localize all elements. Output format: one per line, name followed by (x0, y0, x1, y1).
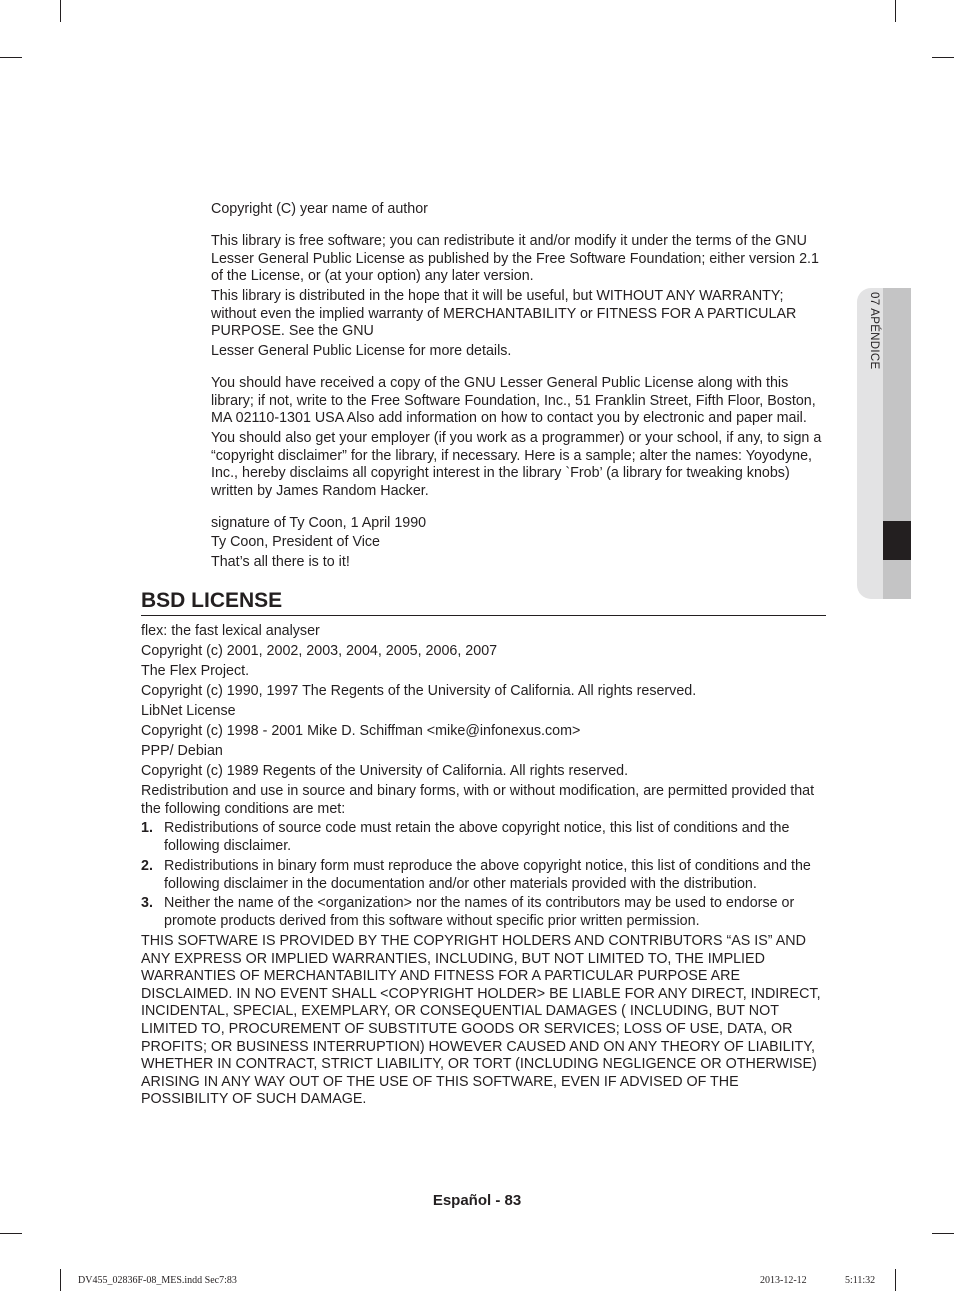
copyright-line: Copyright (C) year name of author (211, 201, 428, 217)
license-line: Copyright (c) 1990, 1997 The Regents of the University of California. All rights reserved. (141, 683, 697, 699)
paragraph: You should have received a copy of the GNU Lesser General Public License along with this library; if not, write to the Free Software Foundation, Inc., 51 Franklin Street, Fifth Floor, Boston, MA 02110-1301 USA Also add information on how to contact you by electronic and paper mail. (211, 375, 816, 427)
slug-time: 5:11:32 (845, 1275, 876, 1286)
disclaimer-paragraph: THIS SOFTWARE IS PROVIDED BY THE COPYRIGHT HOLDERS AND CONTRIBUTORS “AS IS” AND ANY EXPRESS OR IMPLIED WARRANTIES, INCLUDING, BUT NOT LIMITED TO, THE IMPLIED WARRANTIES OF MERCHANTABILITY AND FITNESS FOR A PARTICULAR PURPOSE ARE DISCLAIMED. IN NO EVENT SHALL <COPYRIGHT HOLDER> BE LIABLE FOR ANY DIRECT, INDIRECT, INCIDENTAL, SPECIAL, EXEMPLARY, OR CONSEQUENTIAL DAMAGES ( INCLUDING, BUT NOT LIMITED TO, PROCUREMENT OF SUBSTITUTE GOODS OR SERVICES; LOSS OF USE, DATA, OR PROFITS; OR BUSINESS INTERRUPTION) HOWEVER CAUSED AND ON ANY THEORY OF LIABILITY, WHETHER IN CONTRACT, STRICT LIABILITY, OR TORT (INCLUDING NEGLIGENCE OR OTHERWISE) ARISING IN ANY WAY OUT OF THE USE OF THIS SOFTWARE, EVEN IF ADVISED OF THE POSSIBILITY OF SUCH DAMAGE. (141, 933, 821, 1108)
condition-number: 1. (141, 820, 153, 836)
condition-number: 2. (141, 858, 153, 874)
crop-mark (0, 1233, 22, 1234)
license-line: The Flex Project. (141, 663, 250, 679)
license-line: flex: the fast lexical analyser (141, 623, 320, 639)
crop-mark (895, 0, 896, 22)
condition-text: Neither the name of the <organization> nor the names of its contributors may be used to endorse or promote products derived from this software without specific prior written permission. (164, 895, 795, 929)
signature-line: Ty Coon, President of Vice (211, 534, 381, 550)
condition-number: 3. (141, 895, 153, 911)
crop-mark (895, 1269, 896, 1291)
signature-line: That’s all there is to it! (211, 554, 350, 570)
paragraph: This library is distributed in the hope that it will be useful, but WITHOUT ANY WARRANTY; without even the implied warranty of MERCHANTABILITY or FITNESS FOR A PARTICULAR PURPOSE. See the GNU (211, 288, 797, 340)
redistribution-paragraph: Redistribution and use in source and binary forms, with or without modification, are permitted provided that the following conditions are met: (141, 783, 815, 817)
license-line: PPP/ Debian (141, 743, 223, 759)
condition-text: Redistributions in binary form must reproduce the above copyright notice, this list of conditions and the following disclaimer in the documentation and/or other materials provided with the distribution. (164, 858, 811, 892)
chapter-side-tab-band (883, 288, 911, 521)
page-number: Español - 83 (432, 1192, 522, 1209)
crop-mark (60, 1269, 61, 1291)
slug-date: 2013-12-12 (760, 1275, 807, 1286)
chapter-side-label: 07 APÉNDICE (868, 292, 880, 370)
paragraph: Lesser General Public License for more details. (211, 343, 512, 359)
crop-mark (60, 0, 61, 22)
chapter-side-tab-band (883, 560, 911, 599)
chapter-side-tab-marker (883, 521, 911, 560)
signature-line: signature of Ty Coon, 1 April 1990 (211, 515, 427, 531)
crop-mark (932, 1233, 954, 1234)
license-line: Copyright (c) 1998 - 2001 Mike D. Schiffman <mike@infonexus.com> (141, 723, 581, 739)
crop-mark (932, 57, 954, 58)
slug-filename: DV455_02836F-08_MES.indd Sec7:83 (78, 1275, 237, 1286)
paragraph: You should also get your employer (if you work as a programmer) or your school, if any, to sign a “copyright disclaimer” for the library, if necessary. Here is a sample; alter the names: Yoyodyne, Inc., hereby disclaims all copyright interest in the library `Frob’ (a library for tweaking knobs) written by James Random Hacker. (211, 430, 822, 499)
condition-text: Redistributions of source code must retain the above copyright notice, this list of conditions and the following disclaimer. (164, 820, 790, 854)
crop-mark (0, 57, 22, 58)
license-line: Copyright (c) 2001, 2002, 2003, 2004, 2005, 2006, 2007 (141, 643, 498, 659)
license-line: LibNet License (141, 703, 236, 719)
section-heading: BSD LICENSE (141, 588, 826, 616)
paragraph: This library is free software; you can redistribute it and/or modify it under the terms of the GNU Lesser General Public License as published by the Free Software Foundation; either version 2.1 of the License, or (at your option) any later version. (211, 233, 819, 285)
license-line: Copyright (c) 1989 Regents of the University of California. All rights reserved. (141, 763, 629, 779)
